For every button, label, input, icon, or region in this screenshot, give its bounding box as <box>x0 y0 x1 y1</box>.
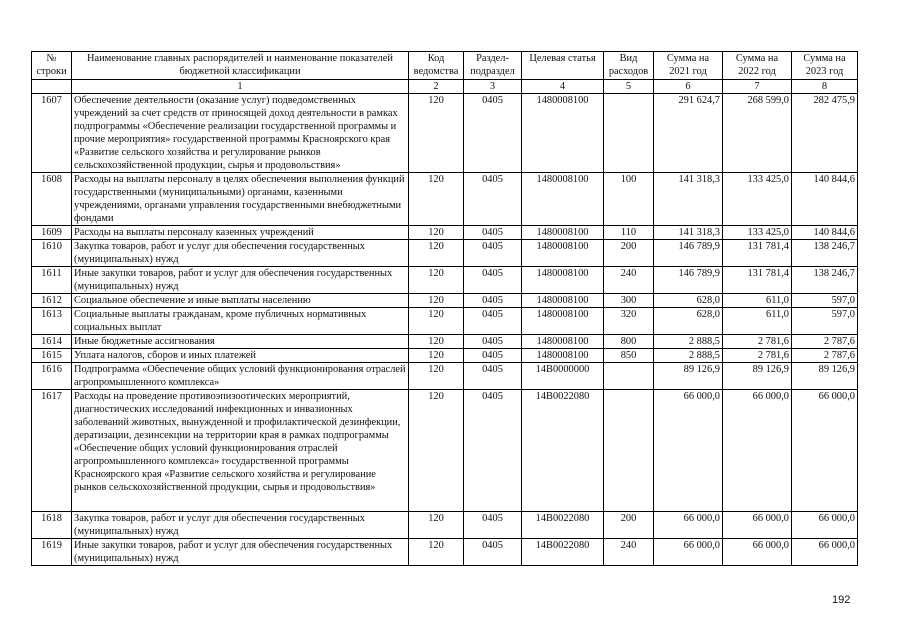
table-row <box>32 267 858 294</box>
row-dept-code: 120 <box>409 240 464 267</box>
row-sum-2021: 291 624,7 <box>654 94 723 173</box>
row-sum-2021: 66 000,0 <box>654 390 723 512</box>
row-expense-type: 110 <box>604 226 654 240</box>
table-row <box>32 390 858 512</box>
table-row <box>32 349 858 363</box>
row-sum-2021: 146 789,9 <box>654 240 723 267</box>
row-number: 1614 <box>32 335 72 349</box>
row-sum-2022: 133 425,0 <box>723 226 792 240</box>
row-target: 1480008100 <box>522 349 604 363</box>
row-expense-type: 200 <box>604 240 654 267</box>
row-section: 0405 <box>464 363 522 390</box>
header-dept-code: Код ведомства <box>409 52 464 80</box>
row-number: 1607 <box>32 94 72 173</box>
budget-table <box>31 51 858 566</box>
row-number: 1608 <box>32 173 72 226</box>
row-name: Социальное обеспечение и иные выплаты населению <box>72 294 409 308</box>
row-sum-2023: 282 475,9 <box>792 94 858 173</box>
row-expense-type: 300 <box>604 294 654 308</box>
column-number: 7 <box>723 80 792 94</box>
row-name: Расходы на выплаты персоналу казенных учреждений <box>72 226 409 240</box>
row-target: 1480008100 <box>522 226 604 240</box>
row-section: 0405 <box>464 173 522 226</box>
row-section: 0405 <box>464 294 522 308</box>
row-sum-2021: 628,0 <box>654 308 723 335</box>
row-section: 0405 <box>464 539 522 566</box>
header-row-no: № строки <box>32 52 72 80</box>
table-row <box>32 173 858 226</box>
row-section: 0405 <box>464 390 522 512</box>
row-section: 0405 <box>464 349 522 363</box>
row-dept-code: 120 <box>409 363 464 390</box>
row-name: Иные бюджетные ассигнования <box>72 335 409 349</box>
row-sum-2023: 597,0 <box>792 294 858 308</box>
header-sum-2023: Сумма на 2023 год <box>792 52 858 80</box>
row-target: 14В0022080 <box>522 539 604 566</box>
table-row <box>32 363 858 390</box>
row-name: Иные закупки товаров, работ и услуг для обеспечения государственных (муниципальных) нужд <box>72 539 409 566</box>
row-expense-type: 200 <box>604 512 654 539</box>
row-sum-2023: 2 787,6 <box>792 349 858 363</box>
column-number: 8 <box>792 80 858 94</box>
header-target: Целевая статья <box>522 52 604 80</box>
table-row <box>32 335 858 349</box>
row-sum-2021: 89 126,9 <box>654 363 723 390</box>
table-row <box>32 294 858 308</box>
column-number-row <box>32 80 858 94</box>
row-section: 0405 <box>464 512 522 539</box>
header-name: Наименование главных распорядителей и наименование показателей бюджетной классификации <box>72 52 409 80</box>
row-sum-2023: 66 000,0 <box>792 390 858 512</box>
row-name: Подпрограмма «Обеспечение общих условий функционирования отраслей агропромышленного комплекса» <box>72 363 409 390</box>
table-row <box>32 308 858 335</box>
table-row <box>32 240 858 267</box>
row-name: Социальные выплаты гражданам, кроме публичных нормативных социальных выплат <box>72 308 409 335</box>
column-number: 5 <box>604 80 654 94</box>
row-expense-type: 800 <box>604 335 654 349</box>
row-sum-2022: 131 781,4 <box>723 267 792 294</box>
row-name: Закупка товаров, работ и услуг для обеспечения государственных (муниципальных) нужд <box>72 512 409 539</box>
row-sum-2023: 138 246,7 <box>792 267 858 294</box>
row-target: 14В0000000 <box>522 363 604 390</box>
row-sum-2023: 138 246,7 <box>792 240 858 267</box>
header-sum-2021: Сумма на 2021 год <box>654 52 723 80</box>
row-expense-type: 100 <box>604 173 654 226</box>
row-target: 14В0022080 <box>522 390 604 512</box>
row-dept-code: 120 <box>409 335 464 349</box>
row-target: 14В0022080 <box>522 512 604 539</box>
header-expense-type: Вид расходов <box>604 52 654 80</box>
row-sum-2021: 2 888,5 <box>654 335 723 349</box>
row-number: 1612 <box>32 294 72 308</box>
row-sum-2022: 611,0 <box>723 294 792 308</box>
page-number: 192 <box>832 594 851 606</box>
row-sum-2023: 2 787,6 <box>792 335 858 349</box>
row-sum-2023: 140 844,6 <box>792 226 858 240</box>
row-number: 1615 <box>32 349 72 363</box>
row-expense-type <box>604 390 654 512</box>
row-name: Уплата налогов, сборов и иных платежей <box>72 349 409 363</box>
column-number: 6 <box>654 80 723 94</box>
row-section: 0405 <box>464 240 522 267</box>
row-dept-code: 120 <box>409 226 464 240</box>
table-header <box>32 52 858 94</box>
row-target: 1480008100 <box>522 294 604 308</box>
row-dept-code: 120 <box>409 512 464 539</box>
row-sum-2021: 141 318,3 <box>654 226 723 240</box>
column-number <box>32 80 72 94</box>
row-sum-2022: 89 126,9 <box>723 363 792 390</box>
row-sum-2022: 66 000,0 <box>723 539 792 566</box>
row-number: 1619 <box>32 539 72 566</box>
row-expense-type: 240 <box>604 539 654 566</box>
row-sum-2022: 611,0 <box>723 308 792 335</box>
budget-sheet <box>31 51 858 566</box>
column-number: 1 <box>72 80 409 94</box>
row-dept-code: 120 <box>409 308 464 335</box>
row-sum-2021: 2 888,5 <box>654 349 723 363</box>
table-row <box>32 512 858 539</box>
row-name: Расходы на проведение противоэпизоотических мероприятий, диагностических исследований инфекционных и инвазионных заболеваний животных, вынужденной и профилактической дезинфекции, дератизации, дезинсекции на территории края в рамках подпрограммы «Обеспечение общих условий функционирования отраслей агропромышленного комплекса» государственной программы Красноярского края «Развитие сельского хозяйства и регулирование рынков сельскохозяйственной продукции, сырья и продовольствия» <box>72 390 409 512</box>
row-number: 1609 <box>32 226 72 240</box>
column-number: 4 <box>522 80 604 94</box>
table-row <box>32 226 858 240</box>
row-expense-type: 320 <box>604 308 654 335</box>
row-target: 1480008100 <box>522 240 604 267</box>
row-sum-2021: 146 789,9 <box>654 267 723 294</box>
row-sum-2022: 131 781,4 <box>723 240 792 267</box>
row-section: 0405 <box>464 335 522 349</box>
row-number: 1613 <box>32 308 72 335</box>
table-row <box>32 94 858 173</box>
row-target: 1480008100 <box>522 267 604 294</box>
row-target: 1480008100 <box>522 94 604 173</box>
table-body <box>32 94 858 566</box>
row-expense-type: 240 <box>604 267 654 294</box>
row-sum-2021: 141 318,3 <box>654 173 723 226</box>
table-row <box>32 539 858 566</box>
row-dept-code: 120 <box>409 294 464 308</box>
header-sum-2022: Сумма на 2022 год <box>723 52 792 80</box>
row-sum-2022: 66 000,0 <box>723 512 792 539</box>
row-sum-2022: 268 599,0 <box>723 94 792 173</box>
row-sum-2023: 66 000,0 <box>792 539 858 566</box>
row-sum-2023: 597,0 <box>792 308 858 335</box>
row-number: 1610 <box>32 240 72 267</box>
row-number: 1611 <box>32 267 72 294</box>
row-number: 1616 <box>32 363 72 390</box>
row-name: Закупка товаров, работ и услуг для обеспечения государственных (муниципальных) нужд <box>72 240 409 267</box>
row-dept-code: 120 <box>409 349 464 363</box>
row-dept-code: 120 <box>409 390 464 512</box>
row-section: 0405 <box>464 308 522 335</box>
row-sum-2022: 133 425,0 <box>723 173 792 226</box>
row-name: Иные закупки товаров, работ и услуг для обеспечения государственных (муниципальных) нужд <box>72 267 409 294</box>
column-number: 2 <box>409 80 464 94</box>
row-sum-2022: 2 781,6 <box>723 349 792 363</box>
row-sum-2023: 66 000,0 <box>792 512 858 539</box>
row-target: 1480008100 <box>522 308 604 335</box>
row-target: 1480008100 <box>522 173 604 226</box>
row-sum-2021: 66 000,0 <box>654 512 723 539</box>
row-dept-code: 120 <box>409 267 464 294</box>
row-number: 1617 <box>32 390 72 512</box>
row-sum-2021: 66 000,0 <box>654 539 723 566</box>
row-expense-type <box>604 94 654 173</box>
row-section: 0405 <box>464 226 522 240</box>
row-sum-2023: 89 126,9 <box>792 363 858 390</box>
row-expense-type <box>604 363 654 390</box>
column-number: 3 <box>464 80 522 94</box>
row-sum-2021: 628,0 <box>654 294 723 308</box>
row-expense-type: 850 <box>604 349 654 363</box>
row-number: 1618 <box>32 512 72 539</box>
row-dept-code: 120 <box>409 539 464 566</box>
row-target: 1480008100 <box>522 335 604 349</box>
row-section: 0405 <box>464 267 522 294</box>
row-sum-2022: 66 000,0 <box>723 390 792 512</box>
row-section: 0405 <box>464 94 522 173</box>
row-sum-2022: 2 781,6 <box>723 335 792 349</box>
row-dept-code: 120 <box>409 173 464 226</box>
row-name: Обеспечение деятельности (оказание услуг) подведомственных учреждений за счет средств от приносящей доход деятельности в рамках подпрограммы «Обеспечение реализации государственной программы и прочие мероприятия» государственной программы Красноярского края «Развитие сельского хозяйства и регулирование рынков сельскохозяйственной продукции, сырья и продовольствия» <box>72 94 409 173</box>
header-section: Раздел-подраздел <box>464 52 522 80</box>
row-dept-code: 120 <box>409 94 464 173</box>
row-name: Расходы на выплаты персоналу в целях обеспечения выполнения функций государственными (муниципальными) органами, казенными учреждениями, органами управления государственными внебюджетными фондами <box>72 173 409 226</box>
row-sum-2023: 140 844,6 <box>792 173 858 226</box>
